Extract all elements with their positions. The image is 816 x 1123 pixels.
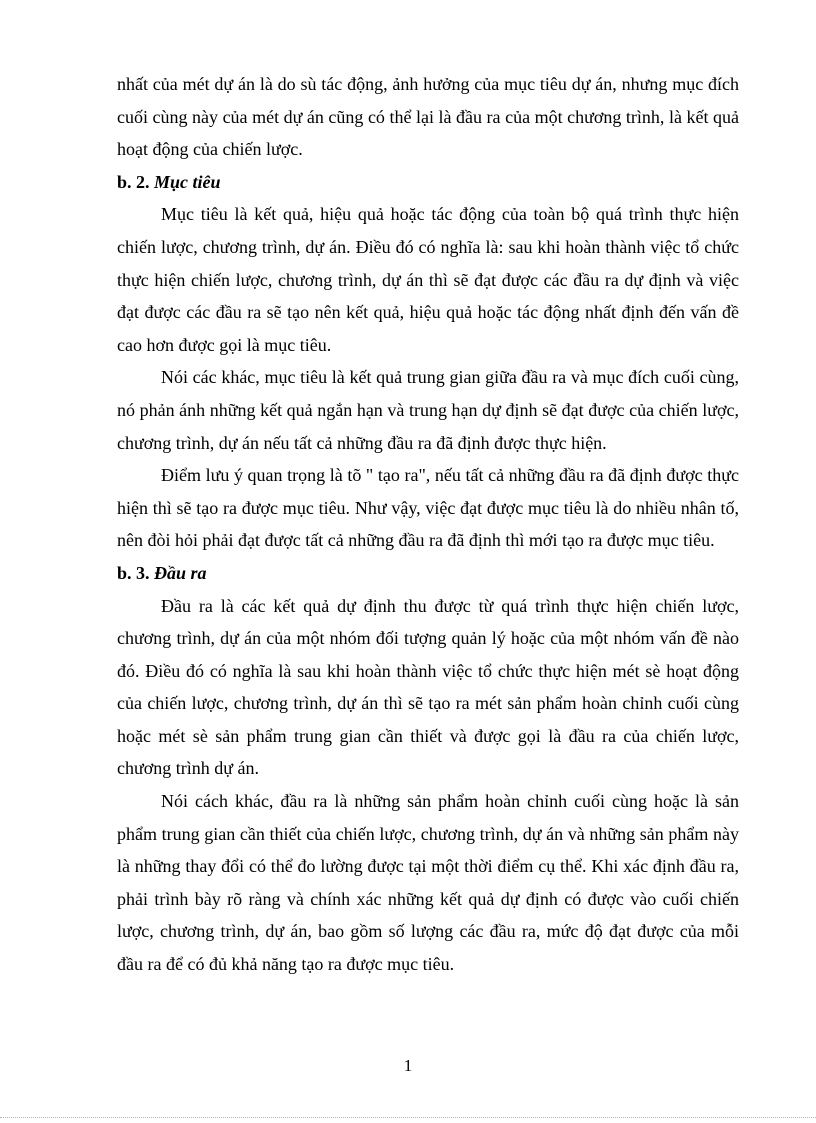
section-heading-b2 — [117, 166, 739, 199]
section-title: Mục tiêu — [154, 171, 221, 192]
paragraph: Nói cách khác, đầu ra là những sản phẩm hoàn chỉnh cuối cùng hoặc là sản phẩm trung gian cần thiết của chiến lược, chương trình, dự án và những sản phẩm này là những thay đổi có thể đo lường được tại một thời điểm cụ thể. Khi xác định đầu ra, phải trình bày rõ ràng và chính xác những kết quả dự định có được vào cuối chiến lược, chương trình, dự án, bao gồm số lượng các đầu ra, mức độ đạt được của mỗi đầu ra để có đủ khả năng tạo ra được mục tiêu. — [117, 791, 739, 975]
section-title: Đầu ra — [154, 562, 207, 583]
document-page — [117, 68, 739, 981]
page-number: 1 — [403, 1056, 413, 1075]
section-number: b. 3. — [117, 562, 150, 583]
paragraph: Nói các khác, mục tiêu là kết quả trung gian giữa đầu ra và mục đích cuối cùng, nó phản ánh những kết quả ngắn hạn và trung hạn dự định sẽ đạt được của chiến lược, chương trình, dự án nếu tất cả những đầu ra đã định được thực hiện. — [117, 367, 739, 453]
section-heading-b3 — [117, 557, 739, 590]
paragraph: Điểm lưu ý quan trọng là tõ " tạo ra", nếu tất cả những đầu ra đã định được thực hiện thì sẽ tạo ra được mục tiêu. Như vậy, việc đạt được mục tiêu là do nhiều nhân tố, nên đòi hỏi phải đạt được tất cả những đầu ra đã định thì mới tạo ra được mục tiêu. — [117, 465, 739, 551]
paragraph: Mục tiêu là kết quả, hiệu quả hoặc tác động của toàn bộ quá trình thực hiện chiến lược, chương trình, dự án. Điều đó có nghĩa là: sau khi hoàn thành việc tổ chức thực hiện chiến lược, chương trình, dự án thì sẽ đạt được các đầu ra dự định và việc đạt được các đầu ra sẽ tạo nên kết quả, hiệu quả hoặc tác động nhất định đến vấn đề cao hơn được gọi là mục tiêu. — [117, 204, 739, 355]
page-bottom-border — [0, 1117, 816, 1118]
section-number: b. 2. — [117, 171, 150, 192]
paragraph-continuation: nhất của mét dự án là do sù tác động, ảnh hưởng của mục tiêu dự án, nhưng mục đích cuối cùng này của mét dự án cũng có thể lại là đầu ra của một chương trình, là kết quả hoạt động của chiến lược. — [117, 74, 739, 160]
paragraph: Đầu ra là các kết quả dự định thu được từ quá trình thực hiện chiến lược, chương trình, dự án của một nhóm đối tượng quản lý hoặc của một nhóm vấn đề nào đó. Điều đó có nghĩa là sau khi hoàn thành việc tổ chức thực hiện mét sè hoạt động của chiến lược, chương trình, dự án thì sẽ tạo ra mét sản phẩm hoàn chỉnh cuối cùng hoặc mét sè sản phẩm trung gian cần thiết và được gọi là đầu ra của chiến lược, chương trình dự án. — [117, 595, 739, 779]
